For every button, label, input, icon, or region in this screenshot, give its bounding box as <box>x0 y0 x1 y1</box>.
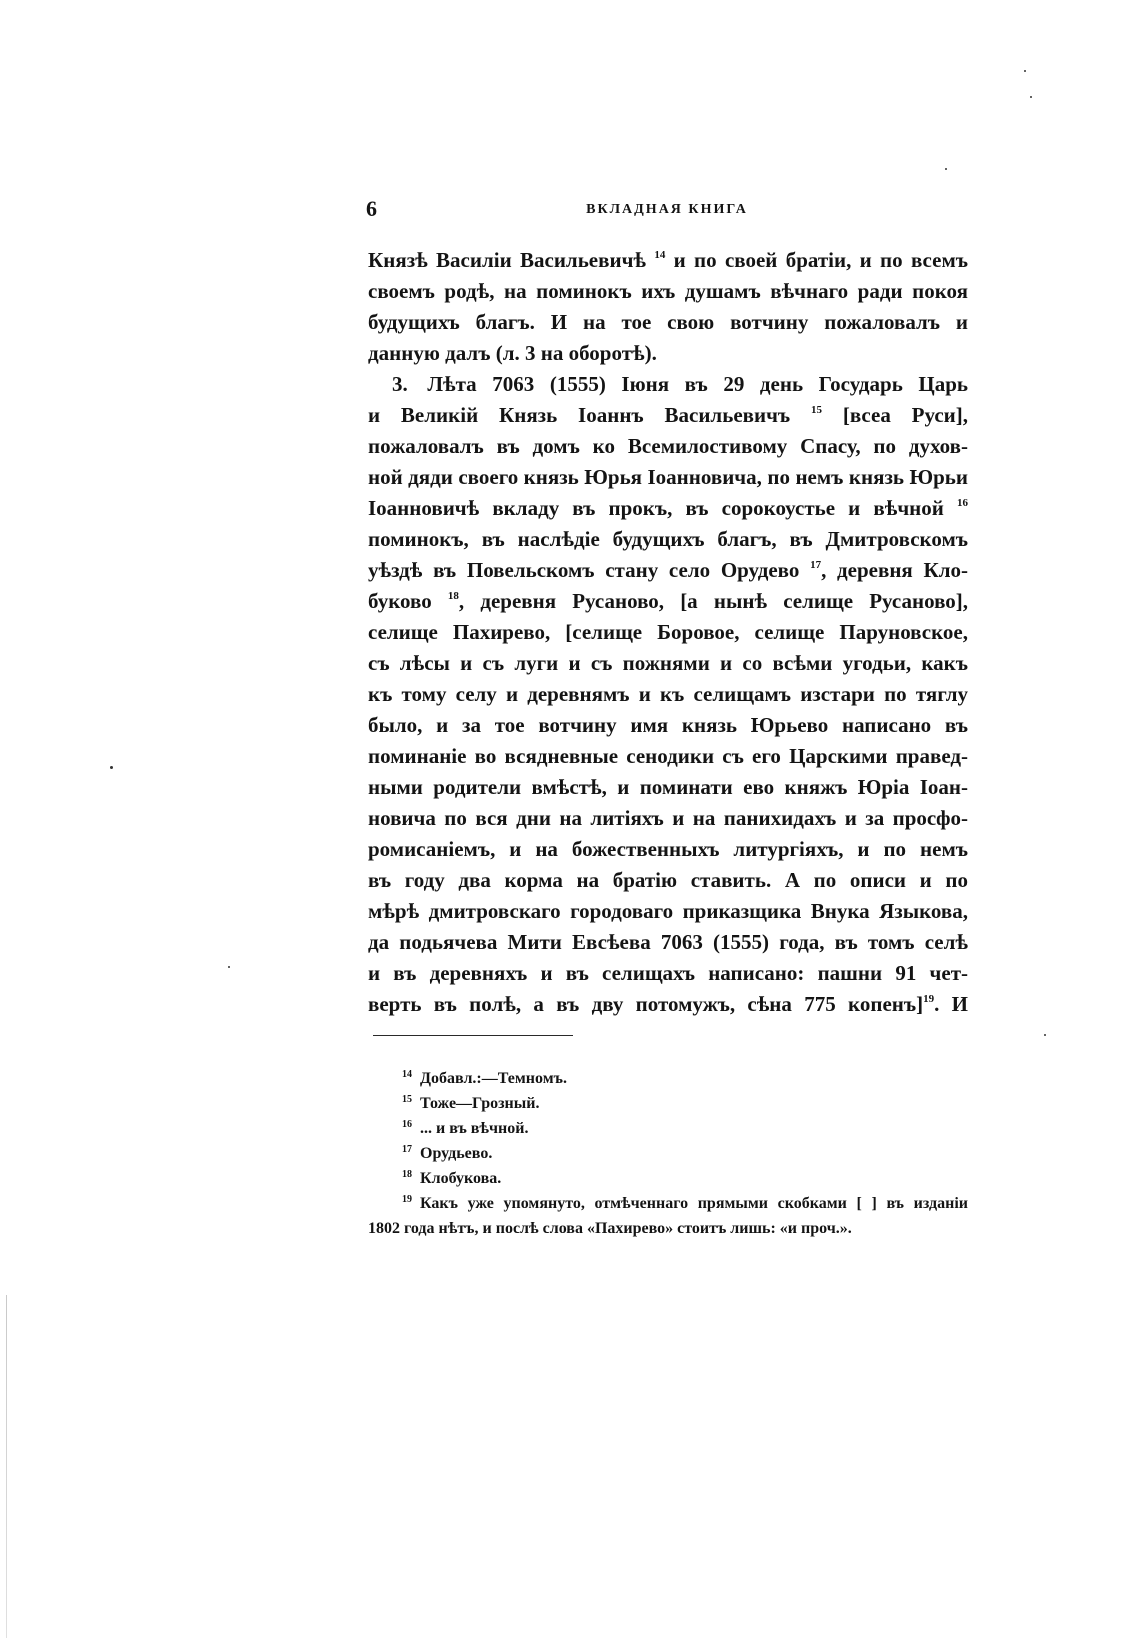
footnote-ref: 19 <box>923 993 935 1005</box>
scan-speck <box>1030 96 1032 98</box>
footnote-separator <box>373 1035 573 1036</box>
text-line: ными родители вмѣстѣ, и поминати ево княжъ Юріа Іоан- <box>368 775 968 799</box>
footnote-ref: 15 <box>811 404 822 416</box>
text-line: мѣрѣ дмитровскаго городоваго приказщика Внука Языкова, <box>368 899 968 923</box>
text-line: верть въ полѣ, а въ дву потомужъ, сѣна 775 копенъ]$^{19}$. И <box>368 992 968 1016</box>
text-line: и въ деревняхъ и въ селищахъ написано: пашни 91 чет- <box>368 961 968 985</box>
page-header <box>366 196 968 228</box>
text-line: поминаніе во всядневные сенодики съ его Царскими правед- <box>368 744 968 768</box>
footnotes <box>368 1066 968 1241</box>
text-line: ной дяди своего князь Юрья Іоанновича, по немъ князь Юрьи <box>368 465 968 489</box>
paragraph-number: 3. <box>392 372 408 396</box>
text-line: новича по вся дни на литіяхъ и на панихидахъ и за просфо- <box>368 806 968 830</box>
scan-edge-line <box>6 1295 7 1638</box>
footnote: $^{16}$ ... и въ вѣчной. <box>402 1119 529 1137</box>
scan-speck <box>1044 1034 1046 1036</box>
text-line: будущихъ благъ. И на тое свою вотчину пожаловалъ и <box>368 310 968 334</box>
footnote-ref: 14 <box>654 249 666 261</box>
text-line: уѣздѣ въ Повельскомъ стану село Орудево $^{17}$, деревня Кло- <box>368 558 968 582</box>
text-line: своемъ родѣ, на поминокъ ихъ душамъ вѣчнаго ради покоя <box>368 279 968 303</box>
scan-speck <box>228 966 230 968</box>
footnote-ref: 16 <box>957 497 968 509</box>
text-line: буково $^{18}$, деревня Русаново, [а нынѣ селище Русаново], <box>368 589 968 613</box>
text-line: въ году два корма на братію ставить. А по описи и по <box>368 868 968 892</box>
text-line: поминокъ, въ наслѣдіе будущихъ благъ, въ Дмитровскомъ <box>368 527 968 551</box>
scan-speck <box>110 766 113 769</box>
text-line: Іоанновичѣ вкладу въ прокъ, въ сорокоустье и вѣчной $^{16}$ <box>368 496 968 520</box>
text-line: пожаловалъ въ домъ ко Всемилостивому Спасу, по духов- <box>368 434 968 458</box>
footnote: $^{18}$ Клобукова. <box>402 1169 502 1187</box>
footnote-continuation: 1802 года нѣтъ, и послѣ слова «Пахирево» стоитъ лишь: «и проч.». <box>368 1220 852 1237</box>
footnote-ref: 18 <box>447 590 459 602</box>
scan-speck <box>945 168 947 170</box>
footnote-ref: 17 <box>810 559 822 571</box>
main-text <box>368 245 968 1020</box>
footnote: $^{15}$ Тоже—Грозный. <box>402 1094 540 1112</box>
text-line: селище Пахирево, [селище Боровое, селище Паруновское, <box>368 620 968 644</box>
scan-speck <box>1024 70 1026 72</box>
text-line: ромисаніемъ, и на божественныхъ литургіяхъ, и по немъ <box>368 837 968 861</box>
text-line: да подьячева Мити Евсѣева 7063 (1555) года, въ томъ селѣ <box>368 930 968 954</box>
text-line: Князѣ Василіи Васильевичѣ $^{14}$ и по своей братіи, и по всемъ <box>368 248 968 272</box>
footnote: $^{17}$ Орудьево. <box>402 1144 493 1162</box>
footnote: $^{14}$ Добавл.:—Темномъ. <box>402 1069 567 1087</box>
text-line: данную далъ (л. 3 на оборотѣ). <box>368 341 657 365</box>
text-line: къ тому селу и деревнямъ и къ селищамъ изстари по тяглу <box>368 682 968 706</box>
footnote: $^{19}$ Какъ уже упомянуто, отмѣченнаго прямыми скобками [ ] въ изданіи <box>402 1194 968 1212</box>
text-line: 3. Лѣта 7063 (1555) Іюня въ 29 день Государь Царь <box>392 372 968 396</box>
text-line: и Великій Князь Іоаннъ Васильевичъ $^{15}$ [всеа Руси], <box>368 403 968 427</box>
running-title: ВКЛАДНАЯ КНИГА <box>586 202 748 217</box>
text-line: было, и за тое вотчину имя князь Юрьево написано въ <box>368 713 968 737</box>
text-line: съ лѣсы и съ луги и съ пожнями и со всѣми угодьи, какъ <box>368 651 968 675</box>
page-number: 6 <box>366 196 377 221</box>
